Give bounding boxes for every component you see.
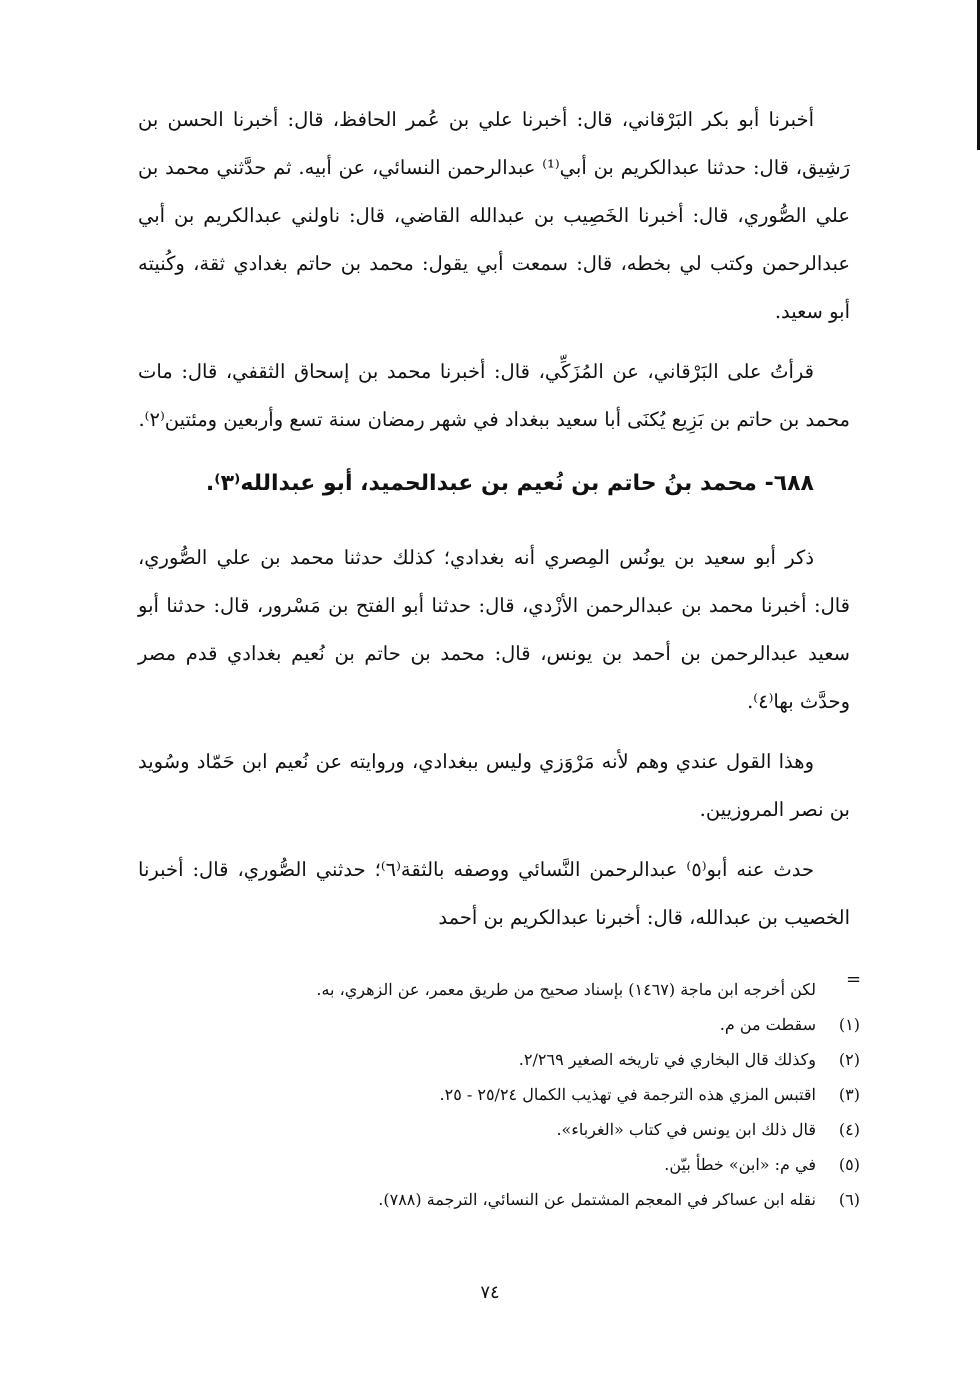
- footnote-text: نقله ابن عساكر في المعجم المشتمل عن النسائي، الترجمة (٧٨٨).: [378, 1190, 816, 1209]
- footnote-number: (١): [838, 1015, 860, 1034]
- footnote-2: [210, 1042, 860, 1077]
- footnote-text: قال ذلك ابن يونس في كتاب «الغرباء».: [556, 1120, 816, 1139]
- footnotes: [210, 969, 862, 1217]
- page-number: ٧٤: [480, 1282, 500, 1303]
- footnote-number: (٤): [838, 1120, 860, 1139]
- footnote-text: سقطت من م.: [719, 1015, 816, 1034]
- footnote-1: [210, 1007, 860, 1042]
- footnote-4: [210, 1112, 860, 1147]
- footnote-text: وكذلك قال البخاري في تاريخه الصغير ٢/٢٦٩.: [518, 1050, 816, 1069]
- footnote-number: (٦): [838, 1190, 860, 1209]
- paragraph-2: قرأتُ على البَرْقاني، عن المُزَكِّي، قال: أخبرنا محمد بن إسحاق الثقفي، قال: مات محمد بن حاتم بن بَزِيع يُكنَى أبا سعيد ببغداد في شهر رمضان سنة تسع وأربعين ومئتين⁽٢⁾.: [138, 360, 850, 431]
- paragraph-1: أخبرنا أبو بكر البَرْقاني، قال: أخبرنا علي بن عُمر الحافظ، قال: أخبرنا الحسن بن رَشِيق، قال: حدثنا عبدالكريم بن أبي⁽¹⁾ عبدالرحمن النسائي، عن أبيه. ثم حدَّثني محمد بن علي الصُّوري، قال: أخبرنا الخَصِيب بن عبدالله القاضي، قال: ناولني عبدالكريم بن أبي عبدالرحمن وكتب لي بخطه، قال: سمعت أبي يقول: محمد بن حاتم بغدادي ثقة، وكُنيته أبو سعيد.: [138, 108, 850, 323]
- footnote-number: (٥): [838, 1155, 860, 1174]
- footnote-3: [210, 1077, 860, 1112]
- entry-heading: ٦٨٨- محمد بنُ حاتم بن نُعيم بن عبدالحميد، أبو عبدالله⁽٣⁾.: [205, 471, 814, 496]
- paragraph-4: وهذا القول عندي وهم لأنه مَرْوَزي وليس ببغدادي، وروايته عن نُعيم ابن حَمّاد وسُويد بن نصر المروزيين.: [138, 750, 850, 821]
- paragraph-3: ذكر أبو سعيد بن يونُس المِصري أنه بغدادي؛ كذلك حدثنا محمد بن علي الصُّوري، قال: أخبرنا محمد بن عبدالرحمن الأزْدي، قال: حدثنا أبو الفتح بن مَسْرور، قال: حدثنا أبو سعيد عبدالرحمن بن أحمد بن يونس، قال: محمد بن حاتم بن نُعيم بغدادي قدم مصر وحدَّث بها⁽٤⁾.: [138, 546, 850, 713]
- footnote-6: [210, 1182, 860, 1217]
- paragraph-5: حدث عنه أبو⁽٥⁾ عبدالرحمن النَّسائي ووصفه بالثقة⁽٦⁾؛ حدثني الصُّوري، قال: أخبرنا الخصيب بن عبدالله، قال: أخبرنا عبدالكريم بن أحمد: [138, 858, 850, 929]
- footnote-number: (٣): [838, 1085, 860, 1104]
- footnote-continuation: لكن أخرجه ابن ماجة (١٤٦٧) بإسناد صحيح من طريق معمر، عن الزهري، به.: [316, 980, 816, 999]
- main-text: [138, 96, 850, 954]
- footnote-continuation-mark: =: [846, 969, 862, 990]
- footnote-text: في م: «ابن» خطأ بيّن.: [664, 1155, 816, 1174]
- footnote-number: (٢): [838, 1050, 860, 1069]
- footnote-text: اقتبس المزي هذه الترجمة في تهذيب الكمال ٢٥/٢٤ - ٢٥.: [439, 1085, 816, 1104]
- footnote-5: [210, 1147, 860, 1182]
